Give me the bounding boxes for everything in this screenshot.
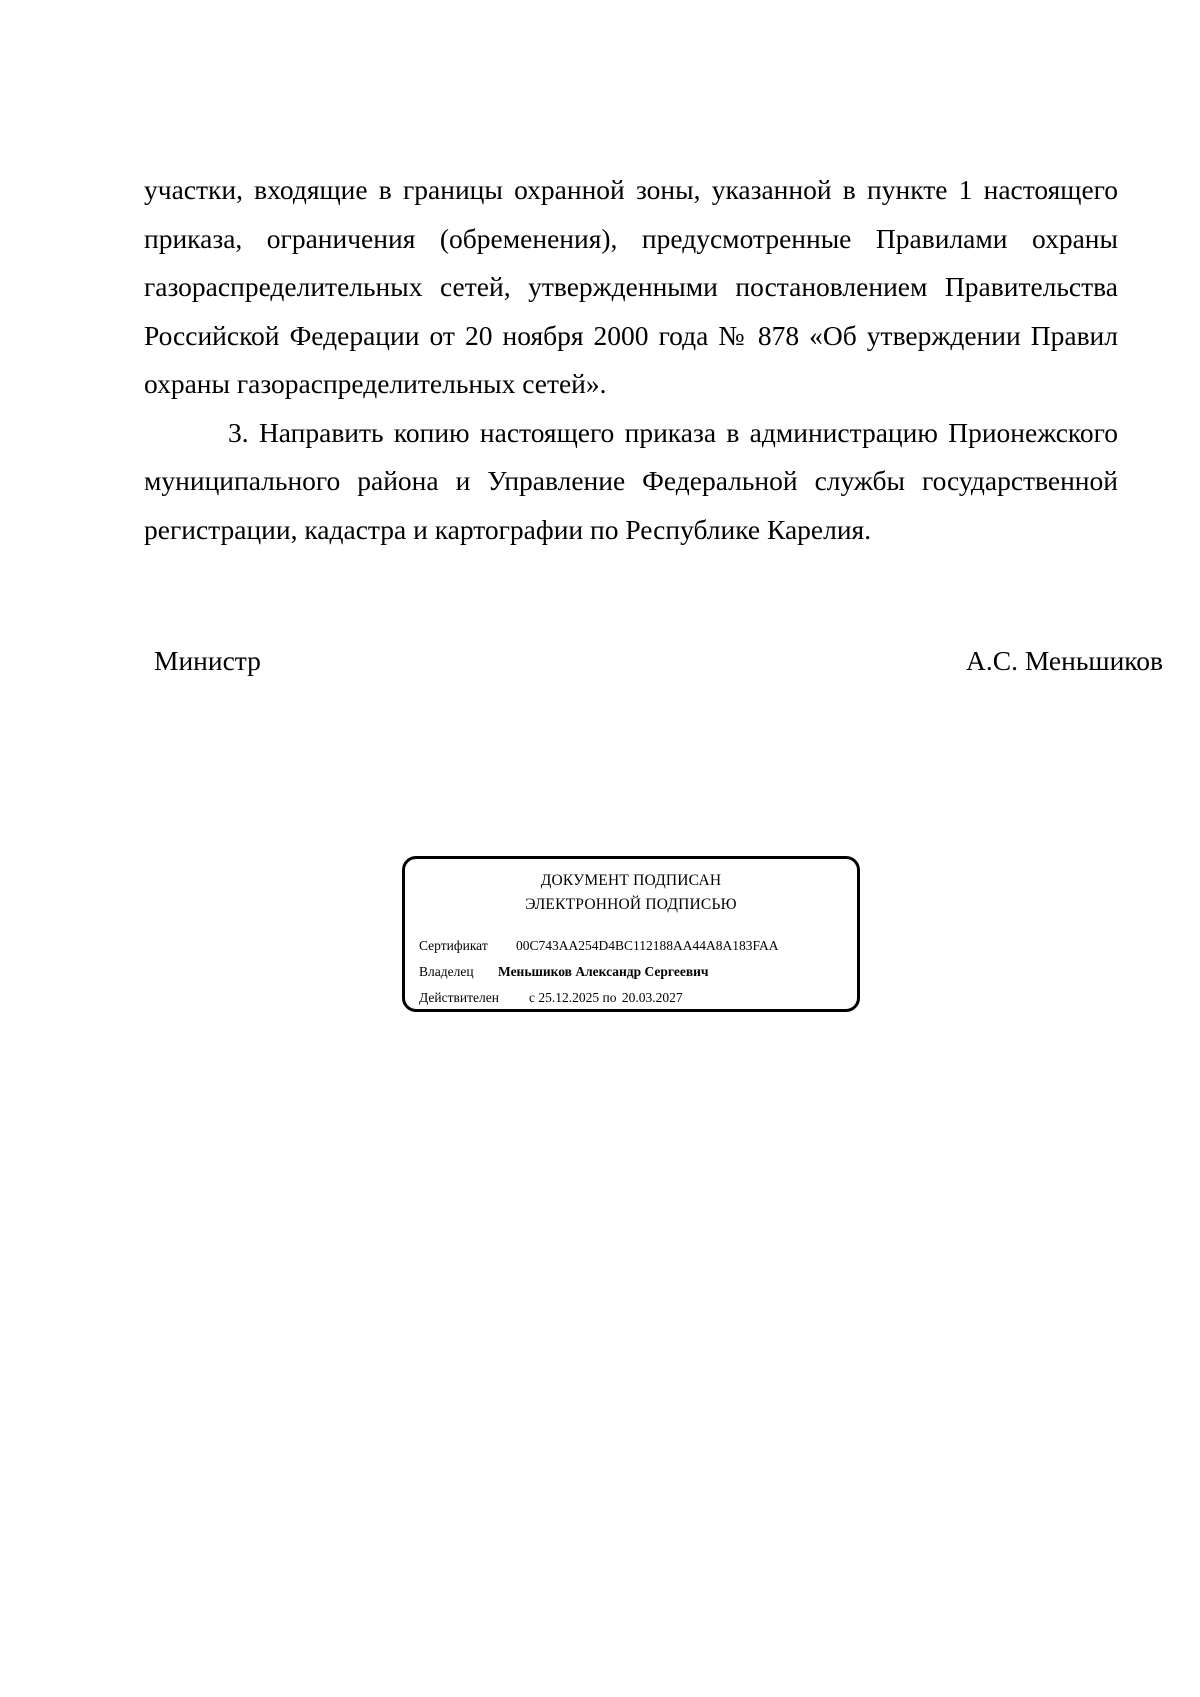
stamp-validity-row [419, 989, 683, 1007]
stamp-owner-row [419, 963, 709, 981]
signatory-title: Министр [154, 645, 261, 676]
stamp-heading-line-1: ДОКУМЕНТ ПОДПИСАН [540, 872, 722, 889]
stamp-heading [405, 869, 857, 917]
electronic-signature-stamp [402, 856, 860, 1012]
signatory-name: А.С. Меньшиков [966, 645, 1163, 676]
document-body [144, 166, 1118, 554]
valid-to-date: 20.03.2027 [621, 990, 683, 1005]
paragraph-continuation: участки, входящие в границы охранной зоны, указанной в пункте 1 настоящего приказа, ограничения (обременения), предусмотренные Правилами охраны газораспределительных сетей, утвержденными постановлением Правительства Российской Федерации от 20 ноября 2000 года № 878 «Об утверждении Правил охраны газораспределительных сетей». [144, 174, 1118, 399]
stamp-heading-line-2: ЭЛЕКТРОННОЙ ПОДПИСЬЮ [525, 896, 737, 913]
owner-label: Владелец [419, 964, 474, 979]
valid-from-prefix: с [529, 990, 535, 1005]
valid-from-date: 25.12.2025 [538, 990, 600, 1005]
valid-to-prefix: по [602, 990, 617, 1005]
paragraph-item-3: 3. Направить копию настоящего приказа в администрацию Прионежского муниципального района и Управление Федеральной службы государственной регистрации, кадастра и картографии по Республике Карелия. [144, 416, 1118, 545]
certificate-label: Сертификат [419, 938, 488, 953]
valid-label: Действителен [419, 990, 499, 1005]
stamp-certificate-row [419, 937, 779, 955]
owner-value: Меньшиков Александр Сергеевич [498, 964, 709, 979]
certificate-value: 00C743AA254D4BC112188AA44A8A183FAA [516, 938, 779, 953]
